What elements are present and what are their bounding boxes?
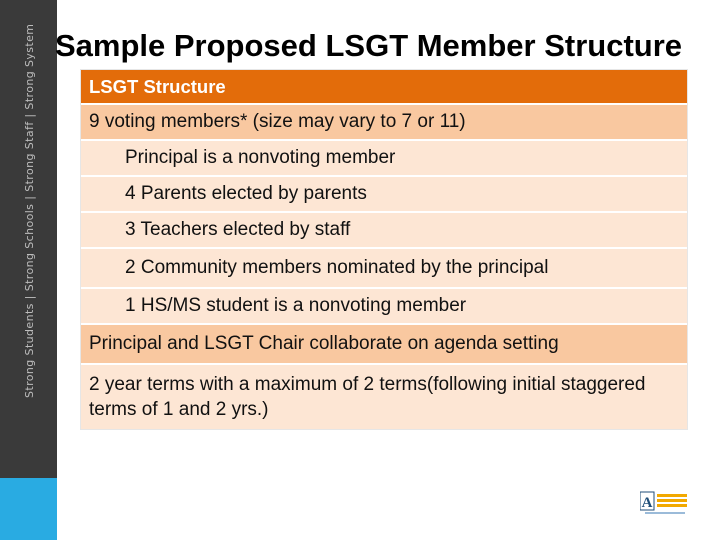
lsgt-structure-table xyxy=(80,69,688,430)
sidebar-accent-block xyxy=(0,478,57,540)
atlanta-public-schools-logo xyxy=(640,490,690,516)
sidebar-tagline: Strong Students | Strong Schools | Strong Staff | Strong System xyxy=(23,23,36,398)
svg-text:A: A xyxy=(641,495,653,511)
slide-title: Sample Proposed LSGT Member Structure xyxy=(55,28,683,63)
table-header: LSGT Structure xyxy=(81,70,687,105)
table-row: Principal is a nonvoting member xyxy=(81,141,687,177)
table-row: 2 Community members nominated by the principal xyxy=(81,249,687,289)
table-row: 3 Teachers elected by staff xyxy=(81,213,687,249)
table-row: Principal and LSGT Chair collaborate on agenda setting xyxy=(81,325,687,365)
table-row: 4 Parents elected by parents xyxy=(81,177,687,213)
table-row: 9 voting members* (size may vary to 7 or 11) xyxy=(81,105,687,141)
table-row: 2 year terms with a maximum of 2 terms(following initial staggered terms of 1 and 2 yrs.) xyxy=(81,365,687,429)
table-row: 1 HS/MS student is a nonvoting member xyxy=(81,289,687,325)
